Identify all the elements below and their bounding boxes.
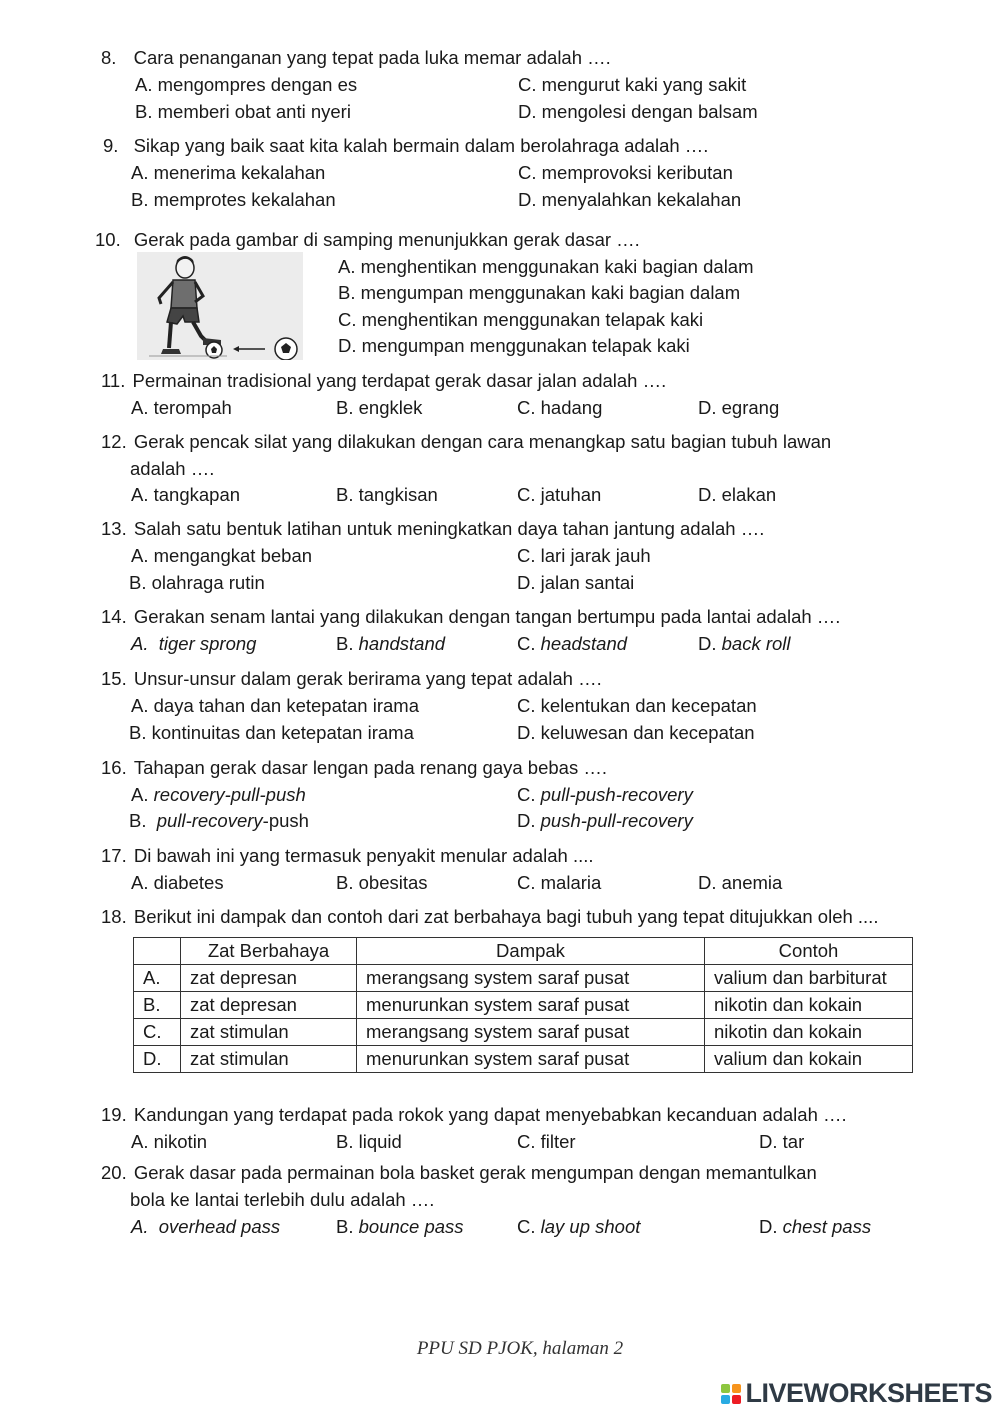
option-c[interactable]: C. lay up shoot bbox=[517, 1216, 641, 1237]
question-text: Gerak pada gambar di samping menunjukkan gerak dasar …. bbox=[133, 229, 640, 250]
table-header-cell: Contoh bbox=[705, 938, 913, 965]
table-header-row bbox=[134, 938, 913, 965]
option-a[interactable]: A. recovery-pull-push bbox=[131, 784, 306, 805]
table-row[interactable] bbox=[134, 992, 913, 1019]
option-c[interactable]: C. malaria bbox=[517, 872, 602, 893]
option-c[interactable]: C. memprovoksi keributan bbox=[518, 162, 733, 183]
table-cell: valium dan kokain bbox=[705, 1046, 913, 1073]
table-cell: zat stimulan bbox=[181, 1019, 357, 1046]
option-b[interactable]: B. obesitas bbox=[336, 872, 428, 893]
question-text-continued: bola ke lantai terlebih dulu adalah …. bbox=[130, 1189, 435, 1210]
question-text: Berikut ini dampak dan contoh dari zat berbahaya bagi tubuh yang tepat ditujukkan oleh .... bbox=[133, 906, 879, 927]
option-a[interactable]: A. mengangkat beban bbox=[131, 545, 313, 566]
player-stopping-ball-icon bbox=[137, 252, 303, 360]
question-text: Permainan tradisional yang terdapat gerak dasar jalan adalah …. bbox=[132, 370, 667, 391]
question-8 bbox=[101, 47, 611, 69]
question-text: Unsur-unsur dalam gerak berirama yang tepat adalah …. bbox=[133, 668, 602, 689]
question-10 bbox=[95, 229, 640, 251]
table-row[interactable] bbox=[134, 1046, 913, 1073]
question-number: 8. bbox=[101, 47, 117, 68]
table-cell: merangsang system saraf pusat bbox=[357, 965, 705, 992]
liveworksheets-mark-icon bbox=[721, 1384, 741, 1404]
table-cell: nikotin dan kokain bbox=[705, 1019, 913, 1046]
question-number: 17. bbox=[101, 845, 127, 866]
table-cell: C. bbox=[134, 1019, 181, 1046]
question-number: 16. bbox=[101, 757, 127, 778]
option-b[interactable]: B. mengumpan menggunakan kaki bagian dalam bbox=[338, 282, 741, 303]
option-b[interactable]: B. handstand bbox=[336, 633, 446, 654]
option-d[interactable]: D. egrang bbox=[698, 397, 780, 418]
question-number: 13. bbox=[101, 518, 127, 539]
soccer-kick-illustration bbox=[137, 252, 303, 360]
option-d[interactable]: D. menyalahkan kekalahan bbox=[518, 189, 742, 210]
question-text-continued: adalah …. bbox=[130, 458, 215, 479]
option-d[interactable]: D. anemia bbox=[698, 872, 783, 893]
question-12 bbox=[101, 431, 831, 453]
option-c[interactable]: C. headstand bbox=[517, 633, 628, 654]
question-text: Cara penanganan yang tepat pada luka memar adalah …. bbox=[133, 47, 611, 68]
question-text: Salah satu bentuk latihan untuk meningkatkan daya tahan jantung adalah …. bbox=[133, 518, 765, 539]
question-number: 19. bbox=[101, 1104, 127, 1125]
option-a[interactable]: A. tiger sprong bbox=[131, 633, 257, 654]
option-b[interactable]: B. olahraga rutin bbox=[129, 572, 265, 593]
option-b[interactable]: B. liquid bbox=[336, 1131, 402, 1152]
option-d[interactable]: D. mengumpan menggunakan telapak kaki bbox=[338, 335, 690, 356]
question-13 bbox=[101, 518, 764, 540]
question-18 bbox=[101, 906, 878, 928]
table-header-cell: Zat Berbahaya bbox=[181, 938, 357, 965]
table-cell: menurunkan system saraf pusat bbox=[357, 992, 705, 1019]
option-d[interactable]: D. tar bbox=[759, 1131, 805, 1152]
option-d[interactable]: D. elakan bbox=[698, 484, 777, 505]
option-a[interactable]: A. tangkapan bbox=[131, 484, 241, 505]
table-row[interactable] bbox=[134, 965, 913, 992]
option-b[interactable]: B. tangkisan bbox=[336, 484, 438, 505]
option-d[interactable]: D. keluwesan dan kecepatan bbox=[517, 722, 755, 743]
option-a[interactable]: A. menghentikan menggunakan kaki bagian dalam bbox=[338, 256, 754, 277]
table-cell: menurunkan system saraf pusat bbox=[357, 1046, 705, 1073]
question-text: Di bawah ini yang termasuk penyakit menular adalah .... bbox=[133, 845, 594, 866]
option-c[interactable]: C. pull-push-recovery bbox=[517, 784, 693, 805]
question-text: Tahapan gerak dasar lengan pada renang gaya bebas …. bbox=[133, 757, 607, 778]
table-cell: zat depresan bbox=[181, 992, 357, 1019]
option-b[interactable]: B. memprotes kekalahan bbox=[131, 189, 336, 210]
option-d[interactable]: D. chest pass bbox=[759, 1216, 872, 1237]
question-19 bbox=[101, 1104, 847, 1126]
question-number: 10. bbox=[95, 229, 121, 250]
question-text: Gerak pencak silat yang dilakukan dengan cara menangkap satu bagian tubuh lawan bbox=[133, 431, 832, 452]
table-cell: merangsang system saraf pusat bbox=[357, 1019, 705, 1046]
table-row[interactable] bbox=[134, 1019, 913, 1046]
option-a[interactable]: A. menerima kekalahan bbox=[131, 162, 326, 183]
option-a[interactable]: A. mengompres dengan es bbox=[135, 74, 358, 95]
table-cell: D. bbox=[134, 1046, 181, 1073]
brand-name: LIVEWORKSHEETS bbox=[745, 1378, 992, 1408]
option-a[interactable]: A. daya tahan dan ketepatan irama bbox=[131, 695, 419, 716]
page-footer: PPU SD PJOK, halaman 2 bbox=[416, 1338, 624, 1359]
option-d[interactable]: D. back roll bbox=[698, 633, 791, 654]
option-b[interactable]: B. kontinuitas dan ketepatan irama bbox=[129, 722, 414, 743]
liveworksheets-logo[interactable] bbox=[721, 1378, 992, 1409]
option-a[interactable]: A. overhead pass bbox=[131, 1216, 281, 1237]
option-c[interactable]: C. lari jarak jauh bbox=[517, 545, 651, 566]
question-text: Kandungan yang terdapat pada rokok yang dapat menyebabkan kecanduan adalah …. bbox=[133, 1104, 847, 1125]
question-text: Gerakan senam lantai yang dilakukan dengan tangan bertumpu pada lantai adalah …. bbox=[133, 606, 841, 627]
table-cell: zat stimulan bbox=[181, 1046, 357, 1073]
option-a[interactable]: A. terompah bbox=[131, 397, 232, 418]
question-14 bbox=[101, 606, 840, 628]
question-9 bbox=[103, 135, 708, 157]
question-number: 12. bbox=[101, 431, 127, 452]
option-a[interactable]: A. nikotin bbox=[131, 1131, 208, 1152]
question-text: Gerak dasar pada permainan bola basket gerak mengumpan dengan memantulkan bbox=[133, 1162, 817, 1183]
option-b[interactable]: B. engklek bbox=[336, 397, 423, 418]
question-number: 11. bbox=[101, 370, 126, 391]
table-header-cell bbox=[134, 938, 181, 965]
option-c[interactable]: C. kelentukan dan kecepatan bbox=[517, 695, 757, 716]
option-d[interactable]: D. push-pull-recovery bbox=[517, 810, 693, 831]
question-text: Sikap yang baik saat kita kalah bermain dalam berolahraga adalah …. bbox=[133, 135, 709, 156]
question-15 bbox=[101, 668, 602, 690]
option-d[interactable]: D. mengolesi dengan balsam bbox=[518, 101, 758, 122]
question-17 bbox=[101, 845, 594, 867]
question-11 bbox=[101, 370, 666, 392]
option-d[interactable]: D. jalan santai bbox=[517, 572, 635, 593]
question-number: 15. bbox=[101, 668, 127, 689]
option-c[interactable]: C. filter bbox=[517, 1131, 576, 1152]
option-c[interactable]: C. menghentikan menggunakan telapak kaki bbox=[338, 309, 704, 330]
question-number: 18. bbox=[101, 906, 127, 927]
option-a[interactable]: A. diabetes bbox=[131, 872, 224, 893]
harmful-substances-table bbox=[133, 937, 913, 1073]
question-number: 14. bbox=[101, 606, 127, 627]
table-cell: valium dan barbiturat bbox=[705, 965, 913, 992]
question-16 bbox=[101, 757, 607, 779]
table-header-cell: Dampak bbox=[357, 938, 705, 965]
option-c[interactable]: C. mengurut kaki yang sakit bbox=[518, 74, 747, 95]
table-cell: A. bbox=[134, 965, 181, 992]
option-c[interactable]: C. hadang bbox=[517, 397, 603, 418]
option-b[interactable]: B. bounce pass bbox=[336, 1216, 464, 1237]
question-number: 9. bbox=[103, 135, 119, 156]
question-20 bbox=[101, 1162, 817, 1184]
table-cell: zat depresan bbox=[181, 965, 357, 992]
table-cell: B. bbox=[134, 992, 181, 1019]
table-cell: nikotin dan kokain bbox=[705, 992, 913, 1019]
option-b[interactable]: B. memberi obat anti nyeri bbox=[135, 101, 351, 122]
question-number: 20. bbox=[101, 1162, 127, 1183]
option-c[interactable]: C. jatuhan bbox=[517, 484, 602, 505]
option-b[interactable]: B. pull-recovery-push bbox=[129, 810, 309, 831]
